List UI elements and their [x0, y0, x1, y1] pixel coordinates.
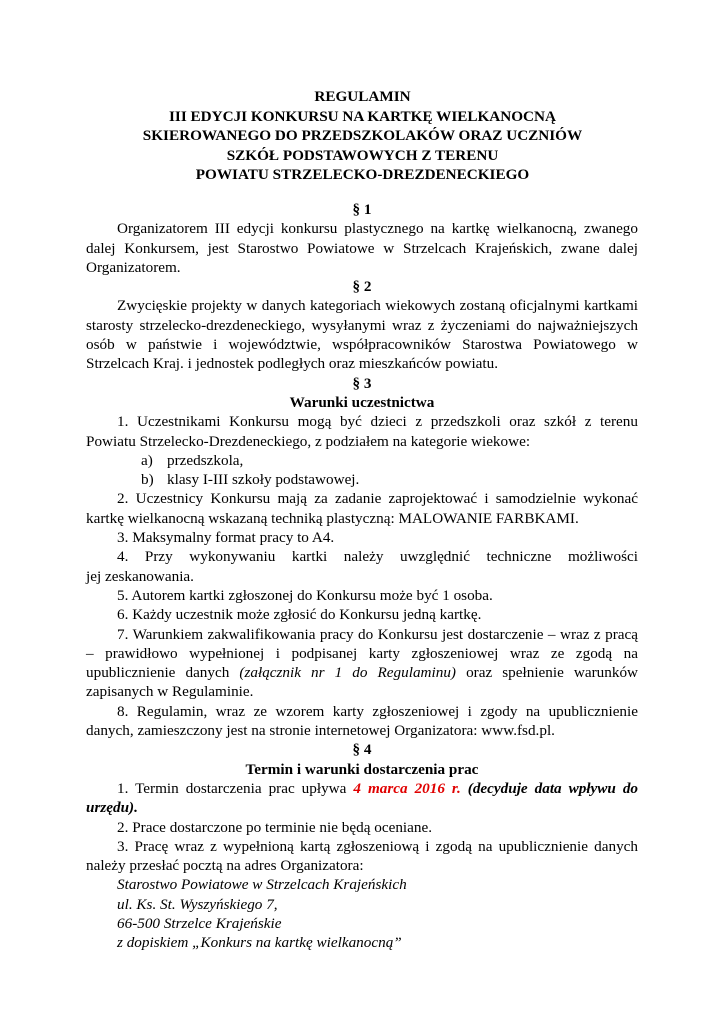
- section-4-heading: § 4: [352, 741, 372, 759]
- word: możliwości: [567, 548, 638, 566]
- paragraph-7-text-a: 7. Warunkiem zakwalifikowania pracy do Konkursu jest dostarczenie – wraz z pracą – prawidłowo wypełnionej i podpisanej karty zgłoszeniowej wraz ze zgodą na upublicznienie danych: [86, 625, 638, 682]
- section-3-paragraph-4-line: [86, 547, 638, 566]
- paragraph-1-text-a: 1. Termin dostarczenia prac upływa: [117, 779, 347, 797]
- word: uwzględnić: [399, 548, 470, 566]
- deadline-date: 4 marca 2016 r.: [353, 779, 461, 797]
- list-text: przedszkola,: [167, 451, 244, 469]
- section-3-paragraph-8: 8. Regulamin, wraz ze wzorem karty zgłoszeniowej i zgody na upublicznienie danych, zamieszczony jest na stronie internetowej Organizatora: www.fsd.pl.: [86, 702, 638, 740]
- title-line-1: REGULAMIN: [314, 88, 411, 105]
- section-1-text: Organizatorem III edycji konkursu plastycznego na kartkę wielkanocną, zwanego dalej Konkursem, jest Starostwo Powiatowe w Strzelcach Krajeńskich, zwane dalej Organizatorem.: [86, 220, 638, 276]
- annex-reference: (załącznik nr 1 do Regulaminu): [239, 664, 456, 682]
- word: należy: [343, 548, 384, 566]
- document-title: [0, 87, 725, 185]
- section-4-paragraph-1: [86, 779, 638, 818]
- address-line: 66-500 Strzelce Krajeńskie: [117, 914, 282, 932]
- section-3-heading: § 3: [352, 374, 372, 392]
- section-2-text: Zwycięskie projekty w danych kategoriach wiekowych zostaną oficjalnymi kartkami starosty strzelecko-drezdeneckiego, wysyłanymi wraz z życzeniami do najważniejszych osób w państwie i województwie, współpracowników Starostwa Powiatowego w Strzelcach Kraj. i jednostek podległych oraz mieszkańców powiatu.: [86, 297, 638, 373]
- list-item: [86, 451, 638, 470]
- address-line: Starostwo Powiatowe w Strzelcach Krajeńskich: [117, 876, 407, 894]
- section-3-paragraph-5: 5. Autorem kartki zgłoszonej do Konkursu może być 1 osoba.: [117, 586, 493, 604]
- address-line: z dopiskiem „Konkurs na kartkę wielkanocną”: [117, 934, 402, 952]
- paragraph-7-text-b: oraz spełnienie warunków zapisanych w Regulaminie.: [86, 664, 639, 701]
- section-3-paragraph-1: 1. Uczestnikami Konkursu mogą być dzieci z przedszkoli oraz szkół z terenu Powiatu Strzelecko-Drezdeneckiego, z podziałem na kategorie wiekowe:: [86, 413, 638, 450]
- word: techniczne: [486, 548, 552, 566]
- address-line: ul. Ks. St. Wyszyńskiego 7,: [117, 895, 278, 913]
- section-4-paragraph-3: 3. Pracę wraz z wypełnioną kartą zgłoszeniową i zgodą na upublicznienie danych należy przesłać pocztą na adres Organizatora:: [86, 837, 638, 875]
- title-line-3: SKIEROWANEGO DO PRZEDSZKOLAKÓW ORAZ UCZNIÓW: [142, 127, 583, 144]
- title-line-2: III EDYCJI KONKURSU NA KARTKĘ WIELKANOCNĄ: [169, 107, 556, 125]
- section-2-heading: § 2: [352, 278, 372, 296]
- section-3-subheading: Warunki uczestnictwa: [289, 393, 435, 411]
- deadline-note: (decyduje data wpływu do urzędu).: [86, 779, 639, 817]
- section-3-paragraph-4-cont: jej zeskanowania.: [86, 567, 194, 585]
- list-marker: b): [141, 471, 154, 489]
- section-3-paragraph-7: [86, 625, 638, 702]
- section-3-paragraph-2: 2. Uczestnicy Konkursu mają za zadanie zaprojektować i samodzielnie wykonać kartkę wielkanocną wskazaną techniką plastyczną: MALOWANIE FARBKAMI.: [86, 490, 638, 527]
- title-line-5: POWIATU STRZELECKO-DREZDENECKIEGO: [195, 166, 530, 183]
- word: Przy: [144, 548, 173, 566]
- section-4-subheading: Termin i warunki dostarczenia prac: [245, 760, 479, 778]
- document-body: [86, 200, 638, 953]
- list-marker: a): [141, 451, 153, 469]
- section-4-paragraph-2: 2. Prace dostarczone po terminie nie będą oceniane.: [117, 818, 432, 836]
- list-text: klasy I-III szkoły podstawowej.: [167, 471, 360, 489]
- word: kartki: [291, 548, 328, 566]
- word: 4.: [117, 548, 129, 566]
- section-1-heading: § 1: [352, 201, 372, 218]
- section-3-paragraph-6: 6. Każdy uczestnik może zgłosić do Konkursu jedną kartkę.: [117, 606, 482, 624]
- list-item: [86, 470, 638, 489]
- title-line-4: SZKÓŁ PODSTAWOWYCH Z TERENU: [226, 146, 499, 164]
- section-3-paragraph-3: 3. Maksymalny format pracy to A4.: [117, 529, 335, 547]
- word: wykonywaniu: [189, 548, 276, 566]
